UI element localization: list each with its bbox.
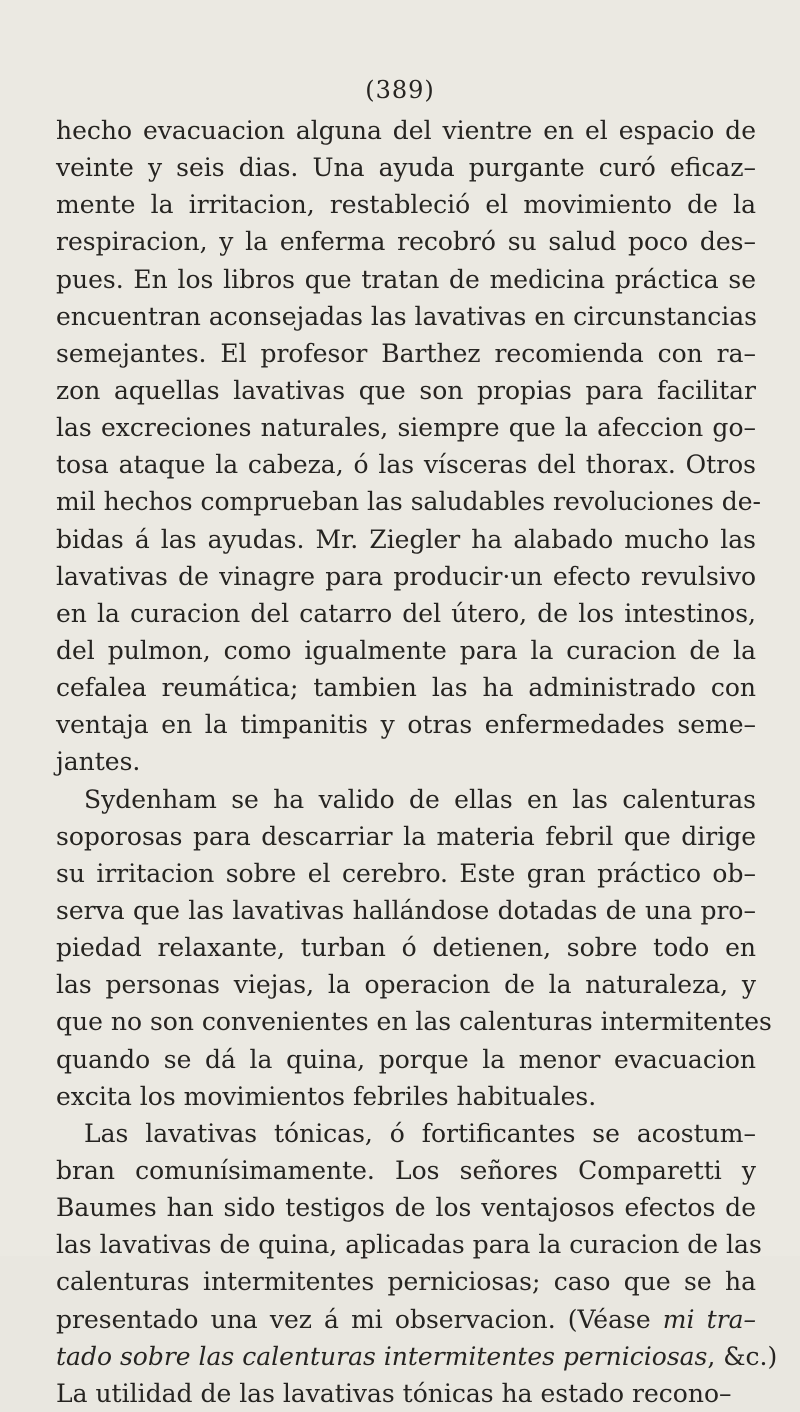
line-text: jantes. xyxy=(56,747,141,777)
line-text: ventaja en la timpanitis y otras enfermedades seme– xyxy=(56,710,756,740)
line-text: que no son convenientes en las calenturas intermitentes xyxy=(56,1007,772,1037)
line-text: Las lavativas tónicas, ó fortificantes se acostum– xyxy=(84,1118,756,1148)
line-text: La utilidad de las lavativas tónicas ha estado recono– xyxy=(56,1378,732,1408)
text-line xyxy=(56,1263,756,1300)
text-line xyxy=(56,706,756,743)
line-italic-text: mi tra– xyxy=(662,1304,756,1334)
line-text: calenturas intermitentes perniciosas; caso que se ha xyxy=(56,1267,756,1297)
text-line xyxy=(56,558,756,595)
text-line xyxy=(56,1226,762,1263)
text-line xyxy=(56,112,756,149)
text-line xyxy=(56,483,762,520)
text-line xyxy=(56,446,756,483)
line-text: serva que las lavativas hallándose dotadas de una pro– xyxy=(56,895,756,925)
text-line xyxy=(56,669,756,706)
text-line xyxy=(56,261,756,298)
text-line xyxy=(56,595,756,632)
line-after-text: , &c.) xyxy=(707,1341,778,1371)
line-text: Baumes han sido testigos de los ventajosos efectos de xyxy=(56,1193,756,1223)
line-italic-text: tado sobre las calenturas intermitentes perniciosas xyxy=(56,1341,708,1371)
text-line xyxy=(56,186,756,223)
text-line xyxy=(56,409,756,446)
text-line xyxy=(56,1115,756,1152)
line-text: bran comunísimamente. Los señores Comparetti y xyxy=(56,1155,756,1185)
body-text xyxy=(56,112,778,1412)
text-line xyxy=(56,149,756,186)
text-line xyxy=(56,1375,756,1412)
text-line xyxy=(56,1041,756,1078)
text-line xyxy=(56,1338,778,1375)
line-text: las lavativas de quina, aplicadas para la curacion de las xyxy=(56,1230,762,1260)
line-text: semejantes. El profesor Barthez recomienda con ra– xyxy=(56,338,756,368)
line-text: Sydenham se ha valido de ellas en las calenturas xyxy=(84,784,756,814)
line-text: encuentran aconsejadas las lavativas en circunstancias xyxy=(56,301,757,331)
line-text: piedad relaxante, turban ó detienen, sobre todo en xyxy=(56,933,756,963)
text-line xyxy=(56,298,756,335)
text-line xyxy=(56,223,756,260)
text-line xyxy=(56,1078,756,1115)
line-text: su irritacion sobre el cerebro. Este gran práctico ob– xyxy=(56,858,756,888)
text-line xyxy=(56,521,756,558)
line-text: bidas á las ayudas. Mr. Ziegler ha alabado mucho las xyxy=(56,524,756,554)
text-line xyxy=(56,335,756,372)
text-line xyxy=(56,632,756,669)
line-text: las excreciones naturales, siempre que la afeccion go– xyxy=(56,413,756,443)
page-number: (389) xyxy=(365,76,435,104)
text-line xyxy=(56,1189,756,1226)
line-text: veinte y seis dias. Una ayuda purgante curó eficaz– xyxy=(56,153,756,183)
text-line xyxy=(56,1301,756,1338)
line-text: soporosas para descarriar la materia febril que dirige xyxy=(56,821,756,851)
line-text: las personas viejas, la operacion de la naturaleza, y xyxy=(56,970,756,1000)
line-text: mil hechos comprueban las saludables revoluciones de- xyxy=(56,487,762,517)
text-line xyxy=(56,966,756,1003)
text-line xyxy=(56,1152,756,1189)
text-line xyxy=(56,1003,772,1040)
line-text: tosa ataque la cabeza, ó las vísceras del thorax. Otros xyxy=(56,450,756,480)
text-line xyxy=(56,743,756,780)
line-text: quando se dá la quina, porque la menor evacuacion xyxy=(56,1044,756,1074)
line-text: excita los movimientos febriles habituales. xyxy=(56,1081,597,1111)
text-line xyxy=(56,892,756,929)
line-text: zon aquellas lavativas que son propias para facilitar xyxy=(56,375,756,405)
line-text: del pulmon, como igualmente para la curacion de la xyxy=(56,635,756,665)
line-text: lavativas de vinagre para producir·un efecto revulsivo xyxy=(56,561,756,591)
text-line xyxy=(56,929,756,966)
text-line xyxy=(56,781,756,818)
text-line xyxy=(56,855,756,892)
line-text: hecho evacuacion alguna del vientre en el espacio de xyxy=(56,116,756,145)
line-text: mente la irritacion, restableció el movimiento de la xyxy=(56,190,756,220)
line-text: presentado una vez á mi observacion. (Véase xyxy=(56,1304,663,1334)
line-text: respiracion, y la enferma recobró su salud poco des– xyxy=(56,227,756,257)
line-text: en la curacion del catarro del útero, de los intestinos, xyxy=(56,598,756,628)
text-line xyxy=(56,818,756,855)
line-text: cefalea reumática; tambien las ha administrado con xyxy=(56,673,756,703)
line-text: pues. En los libros que tratan de medicina práctica se xyxy=(56,264,756,294)
text-line xyxy=(56,372,756,409)
